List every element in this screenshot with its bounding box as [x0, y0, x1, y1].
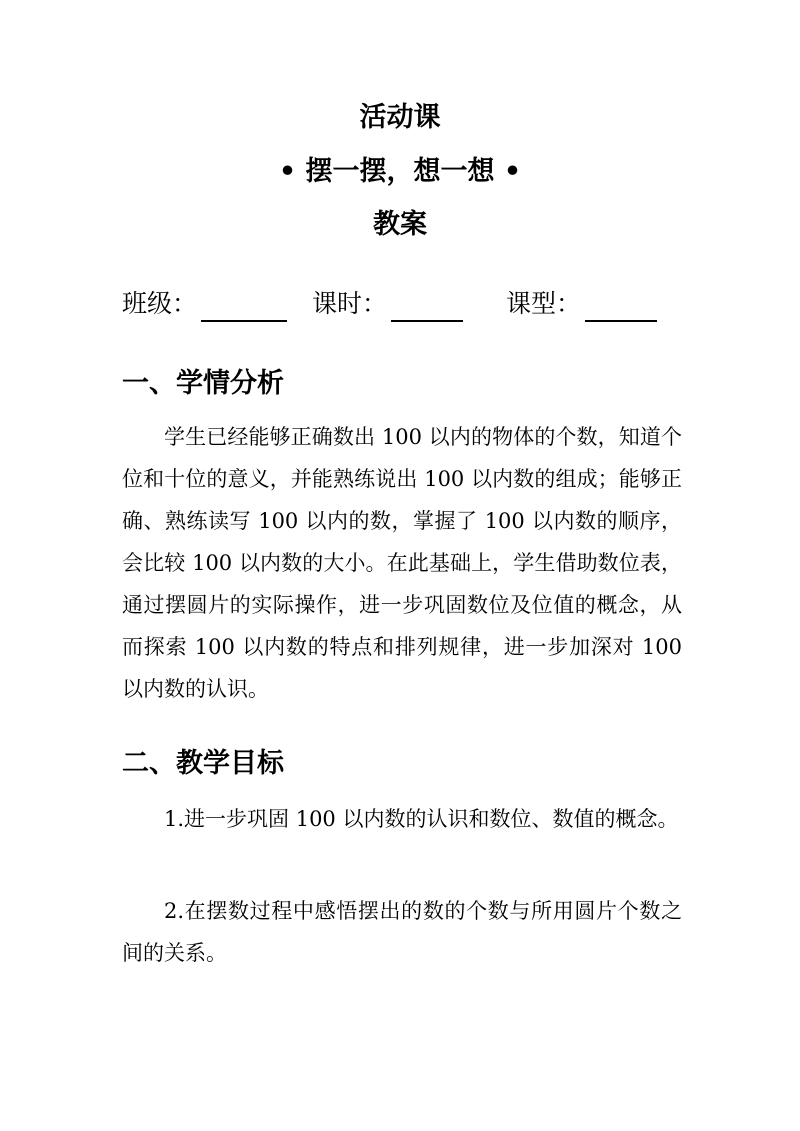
meta-period-label: 课时： [312, 289, 388, 318]
meta-type-blank [585, 292, 657, 322]
meta-class-label: 班级： [122, 289, 198, 318]
meta-period-blank [391, 292, 463, 322]
document-title-line1: 活动课 [359, 102, 441, 133]
section1-paragraph: 学生已经能够正确数出 100 以内的物体的个数，知道个位和十位的意义，并能熟练说出 100 以内数的组成；能够正确、熟练读写 100 以内的数，掌握了 100 以内数的顺序，会比较 100 以内数的大小。在此基础上，学生借助数位表，通过摆圆片的实际操作，进一步巩固数位及位值的概念，从而探索 100 以内数的特点和排列规律，进一步加深对 100 以内数的认识。 [122, 425, 682, 701]
document-title-line2: • 摆一摆，想一想 • [278, 156, 522, 187]
document-title-line3: 教案 [373, 209, 427, 240]
meta-type-label: 课型： [506, 289, 582, 318]
meta-class-blank [201, 292, 287, 322]
goal-item-1: 1.进一步巩固 100 以内数的认识和数位、数值的概念。 [164, 807, 679, 831]
meta-period [312, 286, 463, 322]
goal-item-2: 2.在摆数过程中感悟摆出的数的个数与所用圆片个数之间的关系。 [122, 899, 682, 965]
section1-heading: 一、学情分析 [122, 368, 284, 399]
meta-type [506, 286, 657, 322]
meta-class [122, 286, 287, 322]
section2-heading: 二、教学目标 [122, 748, 284, 779]
meta-row [122, 286, 682, 326]
